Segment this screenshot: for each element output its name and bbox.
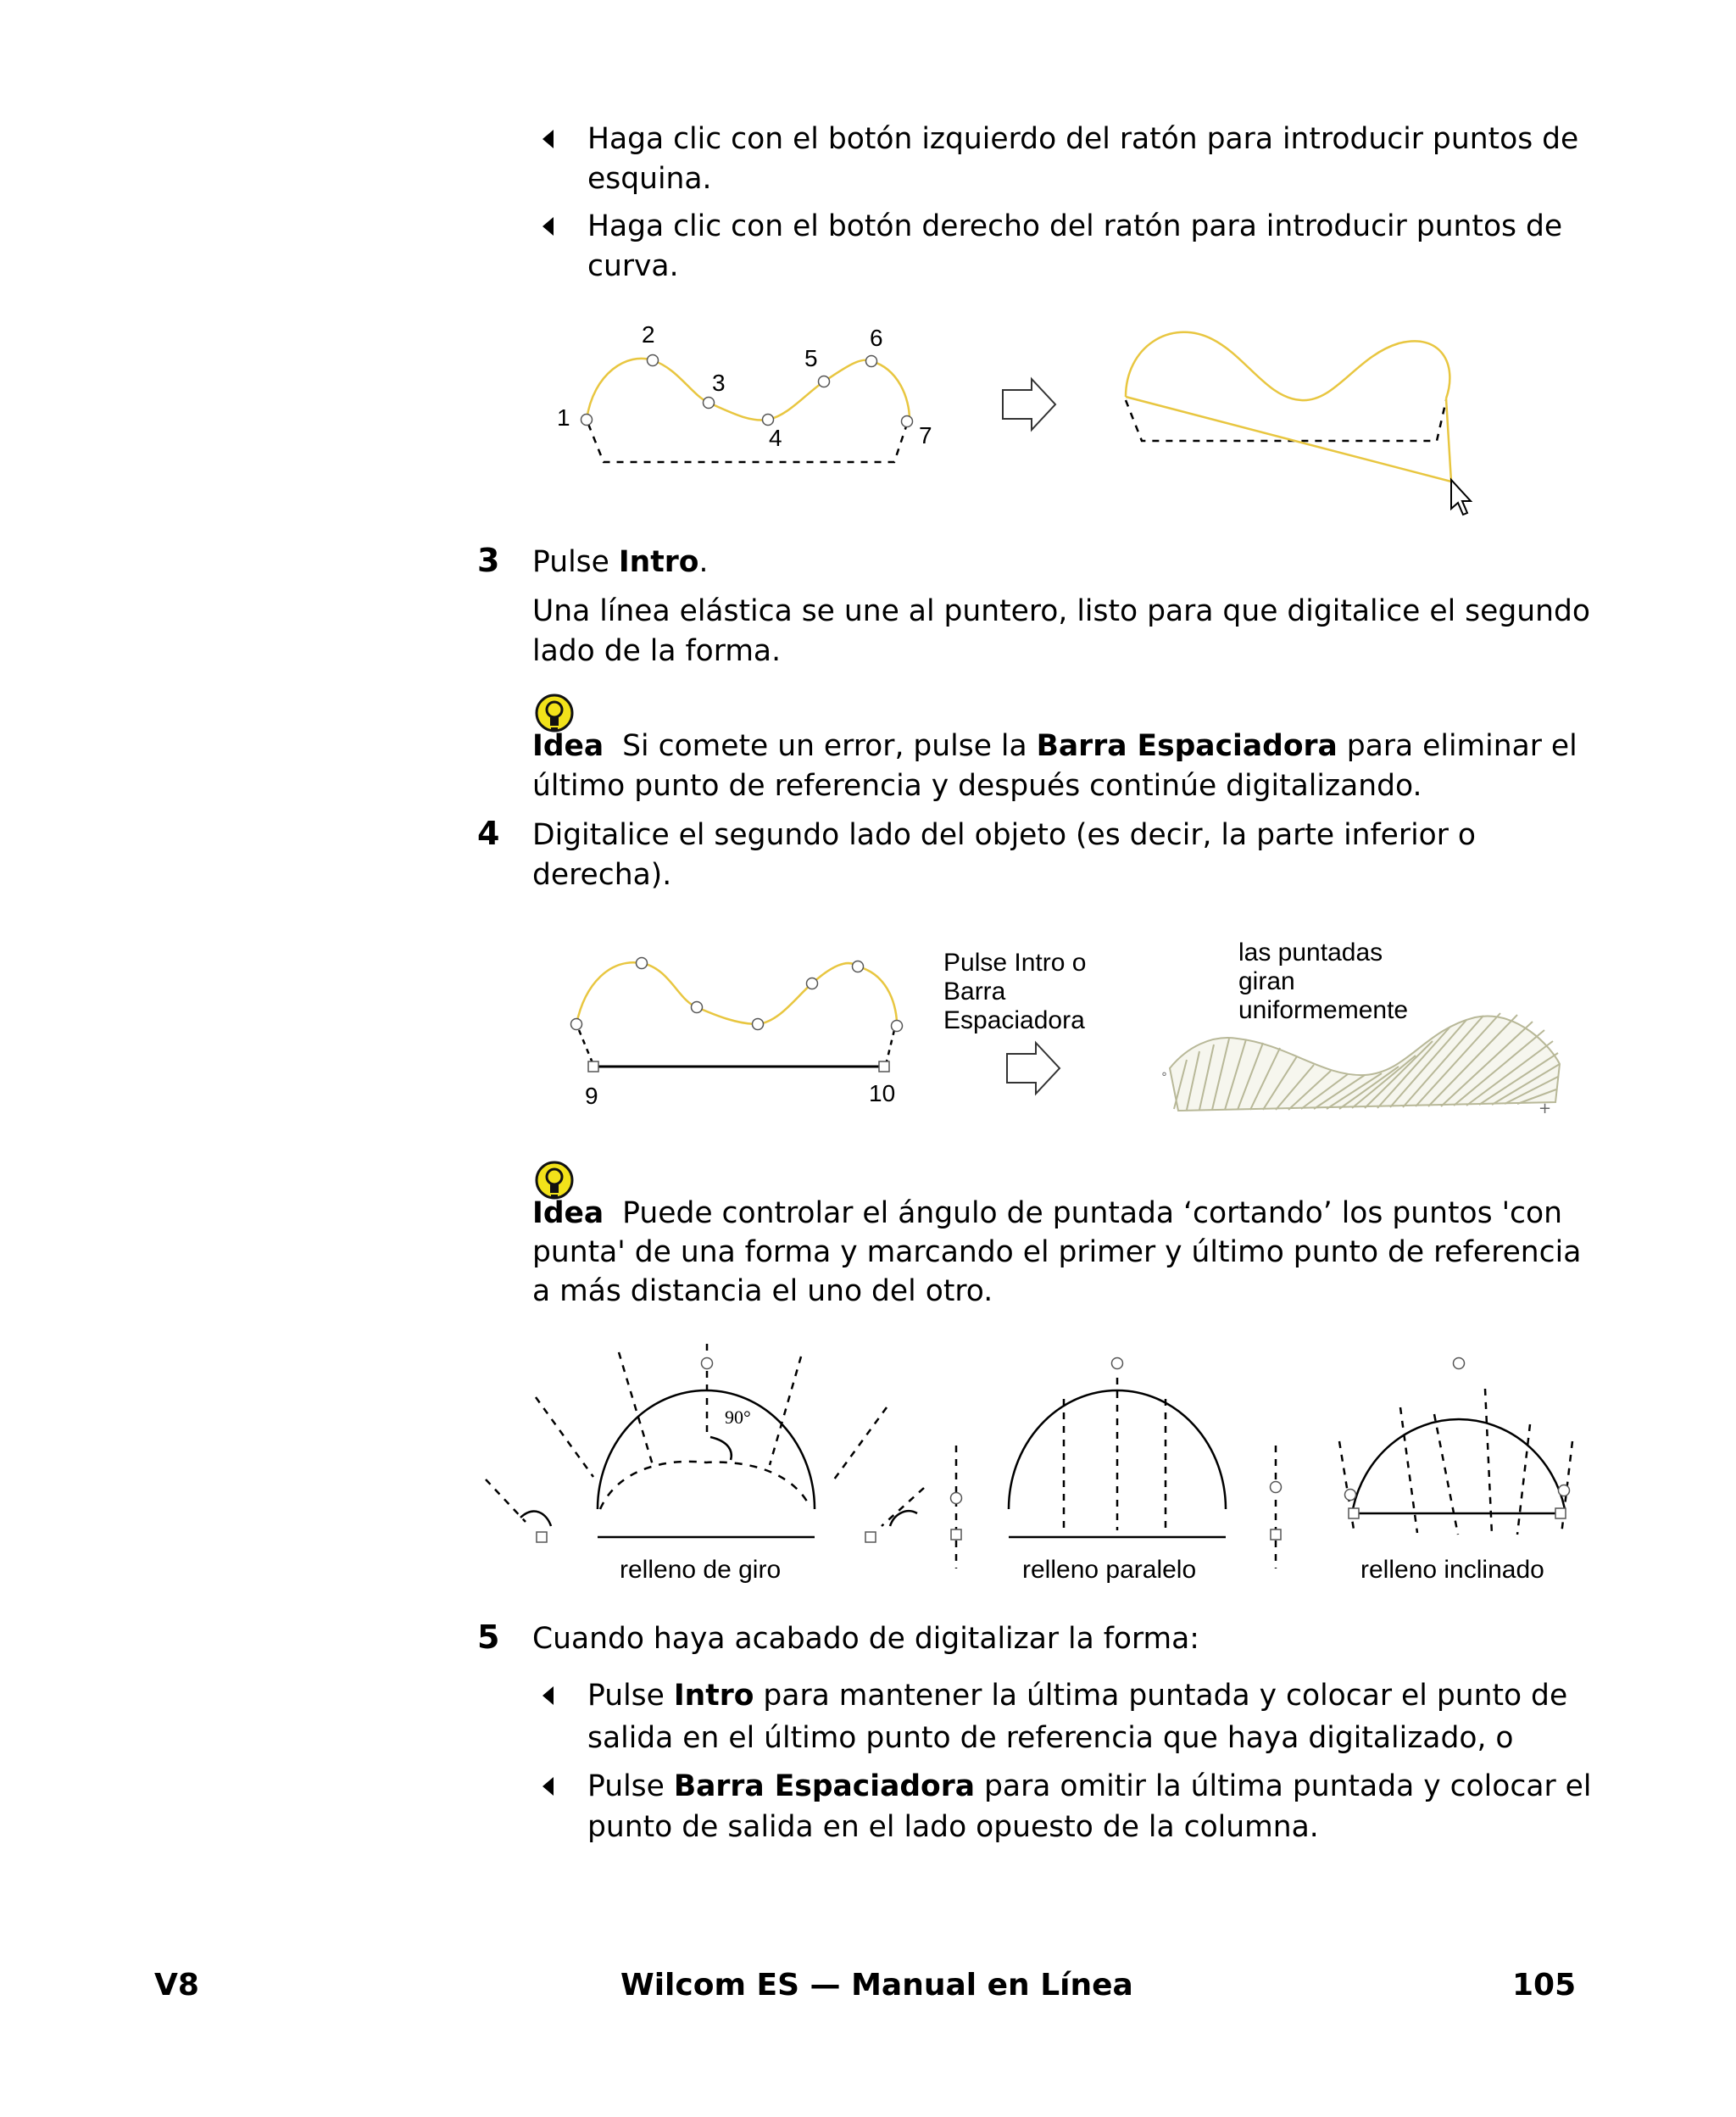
step-instruction: Cuando haya acabado de digitalizar la forma: [532, 1622, 1199, 1656]
point-label: 2 [642, 321, 655, 348]
fill-types-figure [475, 1331, 1594, 1585]
arrow-right-icon [1007, 1043, 1060, 1094]
bullet-text: salida en el último punto de referencia que haya digitalizado, o [587, 1721, 1514, 1755]
tip-text: punta' de una forma y marcando el primer y último punto de referencia [532, 1235, 1582, 1269]
bullet-arrow-icon [542, 217, 554, 236]
bullet-arrow-icon [542, 130, 554, 148]
svg-text:°: ° [1161, 1071, 1167, 1084]
point-label: 4 [769, 425, 782, 451]
arrow-right-icon [1003, 379, 1055, 430]
figure-label: giran [1238, 967, 1295, 995]
tip-text: a más distancia el uno del otro. [532, 1274, 993, 1308]
figure-label: Barra [943, 978, 1006, 1006]
point-label: 3 [712, 370, 726, 396]
bullet-arrow-icon [542, 1777, 554, 1796]
bullet-text: Haga clic con el botón izquierdo del ratón para introducir puntos de [587, 122, 1579, 156]
stitch-fill-shape [1170, 1013, 1560, 1111]
figure-label: uniformemente [1238, 996, 1409, 1024]
figure-label: Espaciadora [943, 1006, 1085, 1034]
mouse-pointer-icon [1451, 480, 1471, 515]
step-instruction: derecha). [532, 858, 672, 892]
dashed-outline [588, 424, 907, 462]
tip-text: último punto de referencia y después continúe digitalizando. [532, 769, 1422, 803]
footer-version: V8 [154, 1968, 199, 2003]
figure-caption: relleno de giro [620, 1556, 782, 1584]
bullet-arrow-icon [542, 1686, 554, 1705]
semicircle-outline [598, 1390, 815, 1509]
footer-title: Wilcom ES — Manual en Línea [620, 1968, 1133, 2003]
step-description: Una línea elástica se une al puntero, listo para que digitalice el segundo [532, 594, 1590, 628]
point-label: 5 [804, 345, 818, 371]
figure-label: Pulse Intro o [943, 949, 1087, 977]
yellow-curve [587, 359, 910, 421]
tip-label: Idea [532, 1196, 604, 1230]
step-number: 4 [477, 815, 500, 852]
figure-caption: relleno paralelo [1022, 1556, 1197, 1584]
tip-label: Idea [532, 729, 604, 763]
dashed-outline [1126, 400, 1446, 441]
step-instruction: Digitalice el segundo lado del objeto (es decir, la parte inferior o [532, 818, 1477, 852]
step-instruction: Pulse Intro. [532, 545, 709, 579]
digitize-first-side-figure [509, 314, 1611, 534]
page-number: 105 [1512, 1968, 1577, 2003]
rubber-band-line [1126, 397, 1451, 482]
bullet-text: punto de salida en el lado opuesto de la columna. [587, 1810, 1319, 1844]
tip-text: Idea Si comete un error, pulse la Barra Espaciadora para eliminar el [532, 729, 1577, 763]
step-number: 3 [477, 542, 500, 579]
point-label: 1 [557, 404, 570, 431]
step-description: lado de la forma. [532, 634, 782, 668]
figure-caption: relleno inclinado [1360, 1556, 1544, 1584]
step-number: 5 [477, 1618, 500, 1656]
point-label: 7 [919, 422, 932, 448]
bullet-text: curva. [587, 249, 679, 283]
angle-label: 90° [725, 1407, 751, 1428]
svg-text:+: + [1538, 1100, 1552, 1117]
point-label: 6 [870, 325, 883, 351]
point-label: 10 [869, 1080, 896, 1106]
bullet-text: Pulse Barra Espaciadora para omitir la última puntada y colocar el [587, 1769, 1592, 1803]
bullet-text: Haga clic con el botón derecho del ratón para introducir puntos de [587, 209, 1563, 243]
tip-text: Idea Puede controlar el ángulo de puntada ‘cortando’ los puntos 'con [532, 1196, 1562, 1230]
figure-label: las puntadas [1238, 939, 1383, 967]
yellow-curve [1126, 332, 1449, 400]
yellow-curve [576, 962, 897, 1024]
bullet-text: esquina. [587, 162, 712, 196]
point-label: 9 [585, 1083, 598, 1109]
bullet-text: Pulse Intro para mantener la última puntada y colocar el punto de [587, 1679, 1568, 1713]
semicircle-outline [1353, 1419, 1565, 1509]
